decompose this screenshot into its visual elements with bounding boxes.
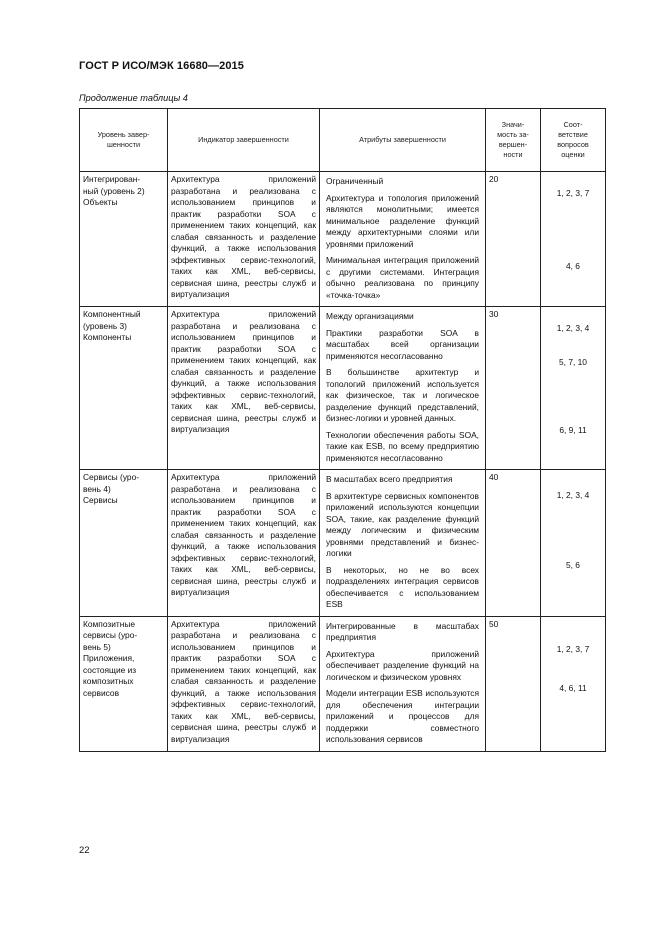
refs-text: 1, 2, 3, 7 [556, 643, 590, 654]
indicator-cell: Архитектура приложений разработана и реализована с использованием принципов и практик разработки SOA с применением таких концепций, как слабая связанность и разделение функций, а также использования эффективных сервис-технологий, таких как XML, веб-сервисы, сервисная шина, реестры служб и виртуализация [168, 470, 320, 617]
attribute-text: В большинстве архитектур и топологий приложений используется как физическое, так и логическое разделение функций представлений, бизнес-логики и уровней данных. [326, 367, 479, 423]
level-cell: Интегрирован- ный (уровень 2) Объекты [80, 172, 168, 307]
value-cell: 20 [486, 172, 541, 307]
attribute-text: Интегрированные в масштабах предприятия [326, 620, 479, 642]
refs-text: 1, 2, 3, 4 [556, 323, 590, 333]
column-header-indicator: Индикатор завершенности [168, 109, 320, 172]
value-cell: 40 [486, 470, 541, 617]
attribute-text: В некоторых, но не во всех подразделениях интеграция сервисов обеспечивается с использованием ESB [326, 564, 479, 609]
refs-cell [541, 470, 606, 617]
table-row [80, 307, 606, 470]
attributes-cell [320, 307, 486, 470]
level-cell: Компонентный (уровень 3) Компоненты [80, 307, 168, 470]
column-header-level: Уровень завер- шенности [80, 109, 168, 172]
refs-text: 5, 6 [566, 559, 580, 570]
attribute-text: Технологии обеспечения работы SOA, такие как ESB, по всему предприятию применяются несогласованно [326, 429, 479, 463]
indicator-cell: Архитектура приложений разработана и реализована с использованием принципов и практик разработки SOA с применением таких концепций, как слабая связанность и разделение функций, а также использования эффективных сервис-технологий, таких как XML, веб-сервисы, сервисная шина, реестры служб и виртуализация [168, 616, 320, 751]
table-row [80, 616, 606, 751]
table-row [80, 172, 606, 307]
column-header-refs: Соот- ветствие вопросов оценки [541, 109, 606, 172]
refs-text: 4, 6, 11 [559, 683, 587, 693]
attribute-text: В архитектуре сервисных компонентов приложений используются концепции SOA, такие, как разделение функций между логическим и физическим уровнями представлений и бизнес-логики [326, 490, 479, 558]
table-header-row [80, 109, 606, 172]
indicator-cell: Архитектура приложений разработана и реализована с использованием принципов и практик разработки SOA с применением таких концепций, как слабая связанность и разделение функций, а также использования эффективных сервис-технологий, таких как XML, веб-сервисы, сервисная шина, реестры служб и виртуализация [168, 172, 320, 307]
refs-cell [541, 307, 606, 470]
attribute-text: Минимальная интеграция приложений с другими системами. Интеграция обычно реализована по принципу «точка-точка» [326, 255, 479, 300]
attributes-cell [320, 470, 486, 617]
attribute-text: Практики разработки SOA в масштабах всей организации применяются несогласованно [326, 327, 479, 361]
attribute-text: Архитектура приложений обеспечивает разделение функций на логическом и физическом уровнях [326, 648, 479, 682]
value-cell: 50 [486, 616, 541, 751]
table-caption: Продолжение таблицы 4 [79, 93, 188, 103]
value-cell: 30 [486, 307, 541, 470]
refs-text: 4, 6 [566, 260, 580, 271]
attribute-text: Между организациями [326, 311, 414, 321]
document-title: ГОСТ Р ИСО/МЭК 16680—2015 [79, 60, 244, 72]
attribute-text: Архитектура и топология приложений являются монолитными; имеется минимальное разделение функций между архитектурными слоями или уровнями приложений [326, 192, 479, 249]
attribute-text: В масштабах всего предприятия [326, 474, 453, 484]
indicator-cell: Архитектура приложений разработана и реализована с использованием принципов и практик разработки SOA с применением таких концепций, как слабая связанность и разделение функций, а также использования эффективных сервис-технологий, таких как XML, веб-сервисы, сервисная шина, реестры служб и виртуализация [168, 307, 320, 470]
attributes-cell [320, 172, 486, 307]
refs-text: 5, 7, 10 [559, 356, 587, 367]
refs-text: 1, 2, 3, 7 [556, 188, 590, 198]
column-header-attributes: Атрибуты завершенности [320, 109, 486, 172]
refs-text: 6, 9, 11 [559, 425, 587, 435]
attribute-text: Модели интеграции ESB используются для обеспечения интеграции приложений и процессов для поддержки совместного использования сервисов [326, 688, 479, 744]
page-number: 22 [79, 845, 90, 856]
level-cell: Сервисы (уро- вень 4) Сервисы [80, 470, 168, 617]
level-cell: Композитные сервисы (уро- вень 5) Приложения, состоящие из композитных сервисов [80, 616, 168, 751]
attribute-text: Ограниченный [326, 176, 384, 186]
table-row [80, 470, 606, 617]
refs-cell [541, 616, 606, 751]
column-header-value: Значи- мость за- вершен- ности [486, 109, 541, 172]
refs-cell [541, 172, 606, 307]
refs-text: 1, 2, 3, 4 [556, 490, 590, 500]
attributes-cell [320, 616, 486, 751]
maturity-table [79, 108, 606, 752]
